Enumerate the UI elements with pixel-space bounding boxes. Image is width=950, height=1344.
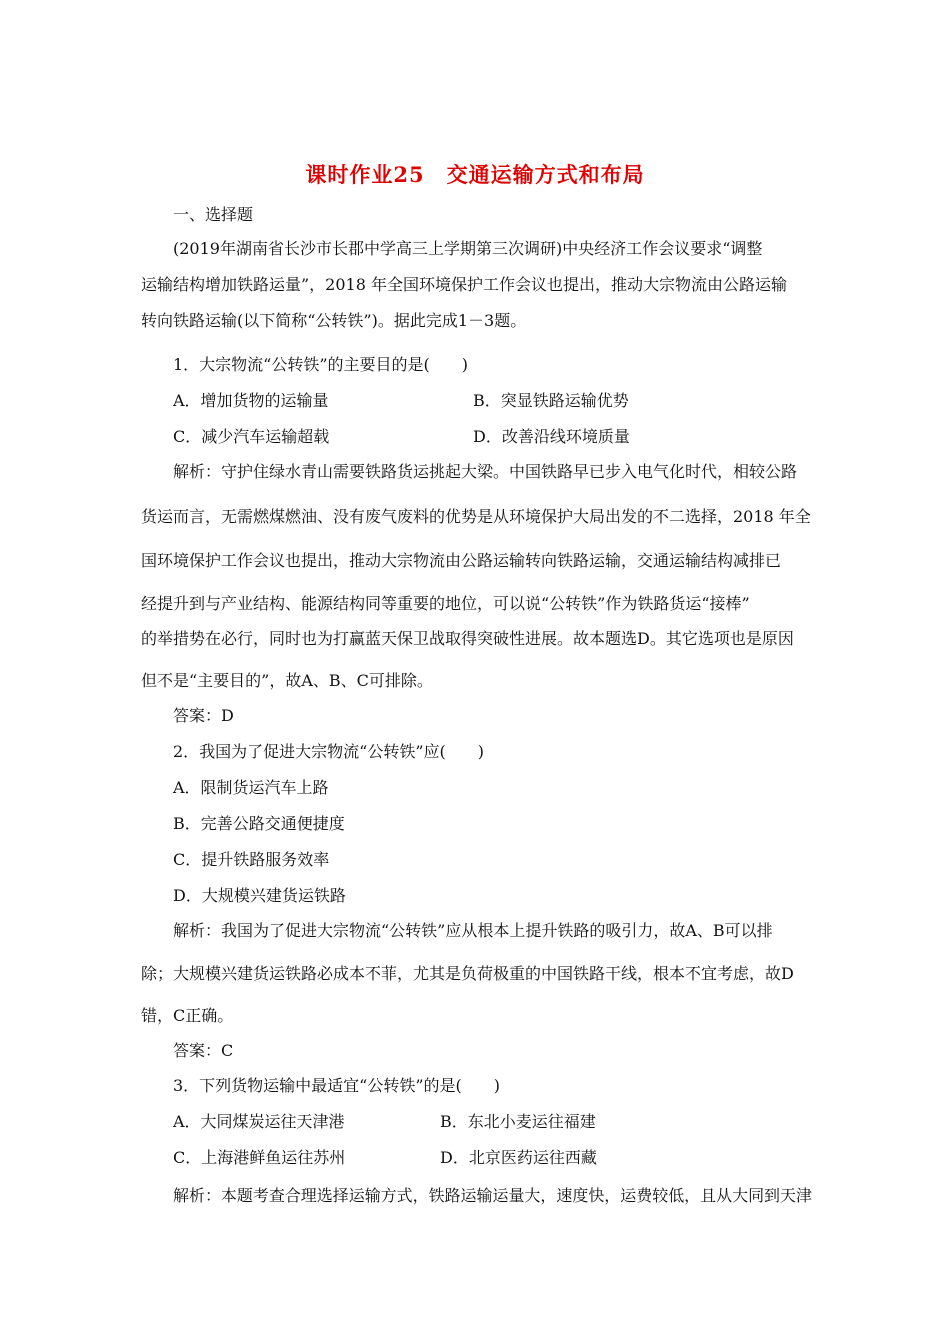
q2-answer: 答案：C [173,1041,234,1060]
q2-analysis-line-3: 错，C正确。 [141,1006,234,1025]
q1-option-d: D．改善沿线环境质量 [473,427,630,446]
q3-option-b: B．东北小麦运往福建 [440,1112,596,1131]
q2-stem: 2．我国为了促进大宗物流“公转铁”应( ) [173,742,485,761]
q3-option-c: C．上海港鲜鱼运往苏州 [173,1148,346,1167]
q3-stem: 3．下列货物运输中最适宜“公转铁”的是( ) [173,1076,501,1095]
q2-analysis-line-2: 除；大规模兴建货运铁路必成本不菲，尤其是负荷极重的中国铁路干线，根本不宜考虑，故D [141,964,794,983]
q1-analysis-line-3: 国环境保护工作会议也提出，推动大宗物流由公路运输转向铁路运输，交通运输结构减排已 [141,551,782,570]
q2-option-d: D．大规模兴建货运铁路 [173,886,346,905]
q1-analysis-line-5: 的举措势在必行，同时也为打赢蓝天保卫战取得突破性进展。故本题选D。其它选项也是原因 [141,629,794,648]
q2-option-b: B．完善公路交通便捷度 [173,814,345,833]
q1-analysis-line-4: 经提升到与产业结构、能源结构同等重要的地位，可以说“公转铁”作为铁路货运“接棒” [141,594,750,613]
q2-option-c: C．提升铁路服务效率 [173,850,330,869]
page-title: 课时作业25 交通运输方式和布局 [305,162,645,187]
intro-line-2: 运输结构增加铁路运量”，2018 年全国环境保护工作会议也提出，推动大宗物流由公路运输 [141,275,787,294]
section-heading: 一、选择题 [173,205,254,224]
q1-option-b: B．突显铁路运输优势 [473,391,629,410]
intro-line-3: 转向铁路运输(以下简称“公转铁”)。据此完成1－3题。 [141,311,527,330]
q1-option-a: A．增加货物的运输量 [173,391,329,410]
q1-answer: 答案：D [173,706,234,725]
q1-analysis-line-1: 解析：守护住绿水青山需要铁路货运挑起大梁。中国铁路早已步入电气化时代，相较公路 [173,462,798,481]
q2-option-a: A．限制货运汽车上路 [173,778,329,797]
intro-line-1: (2019年湖南省长沙市长郡中学高三上学期第三次调研)中央经济工作会议要求“调整 [173,239,763,258]
q3-option-d: D．北京医药运往西藏 [440,1148,597,1167]
q3-analysis-line-1: 解析：本题考查合理选择运输方式，铁路运输运量大，速度快，运费较低，且从大同到天津 [173,1186,812,1205]
q1-analysis-line-6: 但不是“主要目的”，故A、B、C可排除。 [141,671,433,690]
q1-stem: 1．大宗物流“公转铁”的主要目的是( ) [173,355,469,374]
q1-option-c: C．减少汽车运输超载 [173,427,330,446]
q3-option-a: A．大同煤炭运往天津港 [173,1112,345,1131]
q2-analysis-line-1: 解析：我国为了促进大宗物流“公转铁”应从根本上提升铁路的吸引力，故A、B可以排 [173,921,773,940]
q1-analysis-line-2: 货运而言，无需燃煤燃油、没有废气废料的优势是从环境保护大局出发的不二选择，2018 年全 [141,507,811,526]
